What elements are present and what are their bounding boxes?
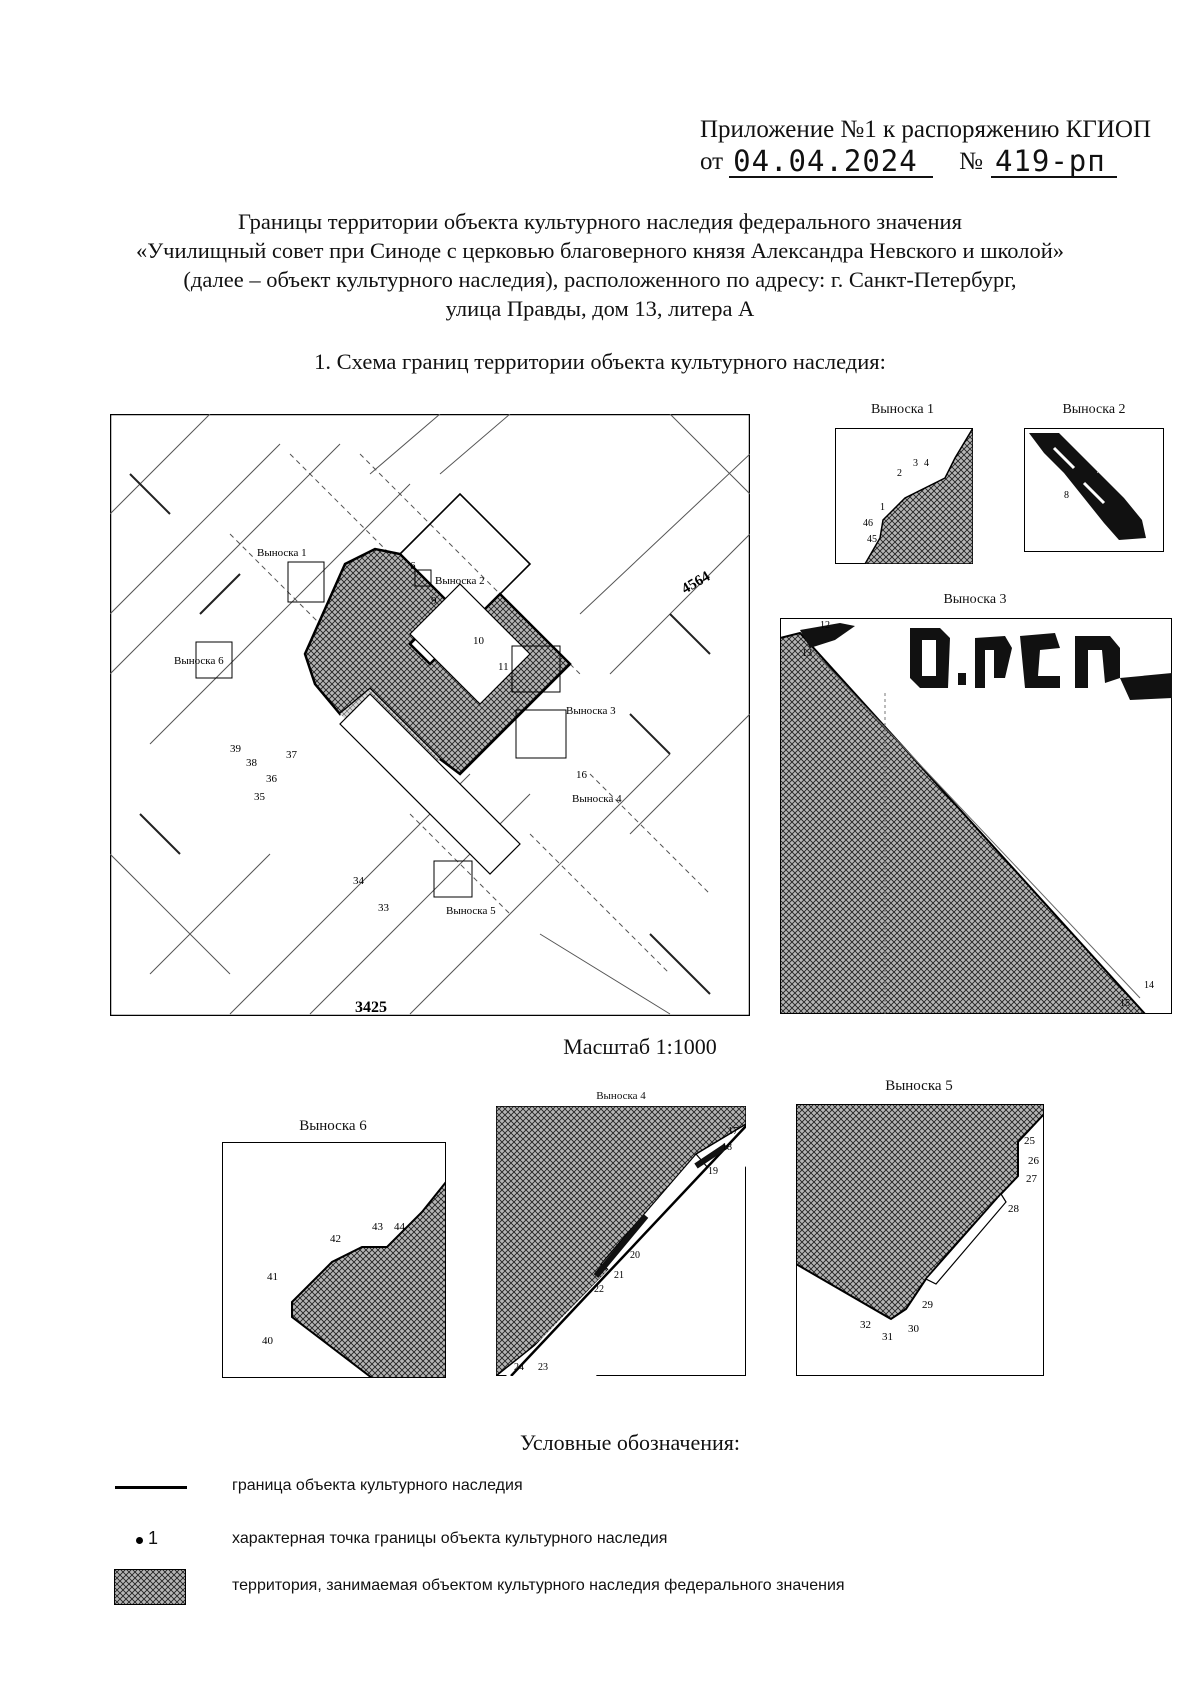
order-number: 419-рп (991, 146, 1117, 178)
c3-point-15: 15 (1120, 998, 1130, 1009)
c5-point-26: 26 (1028, 1155, 1039, 1167)
c3-point-12: 12 (820, 620, 830, 631)
legend-boundary-text: граница объекта культурного наследия (232, 1477, 523, 1494)
callout-2-title: Выноска 2 (1062, 402, 1126, 417)
c5-point-32: 32 (860, 1319, 871, 1331)
map-label-callout-5: Выноска 5 (446, 905, 496, 917)
c4-point-20: 20 (630, 1250, 640, 1261)
c5-point-30: 30 (908, 1323, 919, 1335)
c5-point-25: 25 (1024, 1135, 1035, 1147)
c1-point-3: 3 (913, 458, 918, 469)
c6-point-44: 44 (394, 1221, 405, 1233)
legend-title: Условные обозначения: (519, 1430, 741, 1455)
map-point-11: 11 (498, 661, 509, 673)
map-point-6: 6 (410, 560, 416, 572)
callout-3 (780, 618, 1172, 1014)
order-date: 04.04.2024 (729, 146, 933, 178)
c1-point-46: 46 (863, 518, 873, 529)
map-parcel-4564: 4564 (679, 568, 713, 598)
c4-point-24: 24 (514, 1362, 524, 1373)
callout-5-title: Выноска 5 (885, 1078, 953, 1094)
c4-point-21: 21 (614, 1270, 624, 1281)
c1-point-4: 4 (924, 458, 929, 469)
appendix-line: Приложение №1 к распоряжению КГИОП (700, 116, 1152, 143)
c5-point-29: 29 (922, 1299, 933, 1311)
map-point-39: 39 (230, 743, 241, 755)
map-point-33: 33 (378, 902, 389, 914)
map-label-callout-4: Выноска 4 (572, 793, 622, 805)
c1-point-1: 1 (880, 502, 885, 513)
appendix-header (700, 114, 1151, 178)
c4-point-22: 22 (594, 1284, 604, 1295)
map-point-16: 16 (576, 769, 587, 781)
c4-point-23: 23 (538, 1362, 548, 1373)
callout-3-title: Выноска 3 (943, 592, 1007, 607)
map-point-38: 38 (246, 757, 257, 769)
callout-6-title: Выноска 6 (299, 1118, 367, 1134)
map-point-34: 34 (353, 875, 364, 887)
map-scale: Масштаб 1:1000 (563, 1034, 717, 1059)
c4-point-18: 18 (722, 1142, 732, 1153)
map-point-36: 36 (266, 773, 277, 785)
c6-point-40: 40 (262, 1335, 273, 1347)
callout-4-title: Выноска 4 (596, 1090, 646, 1102)
map-point-9: 9 (431, 595, 437, 607)
section-heading: 1. Схема границ территории объекта культурного наследия: (314, 349, 886, 374)
c1-point-45: 45 (867, 534, 877, 545)
c2-point-7: 7 (1096, 465, 1101, 476)
callout-5 (796, 1104, 1044, 1376)
c6-point-43: 43 (372, 1221, 383, 1233)
c1-point-2: 2 (897, 468, 902, 479)
from-prefix: от (700, 148, 724, 175)
c4-point-17: 17 (728, 1126, 738, 1137)
c3-point-13: 13 (802, 648, 812, 659)
title-line-4: улица Правды, дом 13, литера А (445, 296, 755, 321)
map-label-callout-6: Выноска 6 (174, 655, 224, 667)
legend-hatch-text: территория, занимаемая объектом культурного наследия федерального значения (232, 1577, 845, 1594)
number-prefix: № (959, 148, 983, 175)
callout-4 (496, 1106, 746, 1376)
main-map (110, 414, 750, 1016)
map-label-callout-1: Выноска 1 (257, 547, 307, 559)
c3-point-14: 14 (1144, 980, 1154, 991)
callout-1-title: Выноска 1 (870, 402, 935, 417)
callout-1 (835, 428, 973, 564)
map-point-35: 35 (254, 791, 265, 803)
title-line-1: Границы территории объекта культурного наследия федерального значения (238, 209, 962, 234)
c4-point-19: 19 (708, 1166, 718, 1177)
c6-point-42: 42 (330, 1233, 341, 1245)
title-line-2: «Училищный совет при Синоде с церковью благоверного князя Александра Невского и школой» (135, 238, 1065, 263)
legend-hatch-symbol (114, 1569, 186, 1605)
document-title (60, 207, 1140, 323)
c5-point-28: 28 (1008, 1203, 1019, 1215)
c5-point-27: 27 (1026, 1173, 1037, 1185)
legend-point-symbol (136, 1537, 143, 1544)
legend-point-text: характерная точка границы объекта культурного наследия (232, 1530, 668, 1547)
map-parcel-3425: 3425 (355, 999, 387, 1016)
map-label-callout-3: Выноска 3 (566, 705, 616, 717)
map-point-37: 37 (286, 749, 297, 761)
callout-6 (222, 1142, 446, 1378)
legend-point-symbol-label: 1 (148, 1528, 159, 1548)
c5-point-31: 31 (882, 1331, 893, 1343)
callout-2 (1024, 428, 1164, 552)
legend-boundary-line-symbol (115, 1486, 187, 1489)
map-label-callout-2: Выноска 2 (435, 575, 485, 587)
c2-point-8: 8 (1064, 490, 1069, 501)
title-line-3: (далее – объект культурного наследия), расположенного по адресу: г. Санкт-Петербург, (183, 267, 1017, 292)
c6-point-41: 41 (267, 1271, 278, 1283)
map-point-10: 10 (473, 635, 484, 647)
